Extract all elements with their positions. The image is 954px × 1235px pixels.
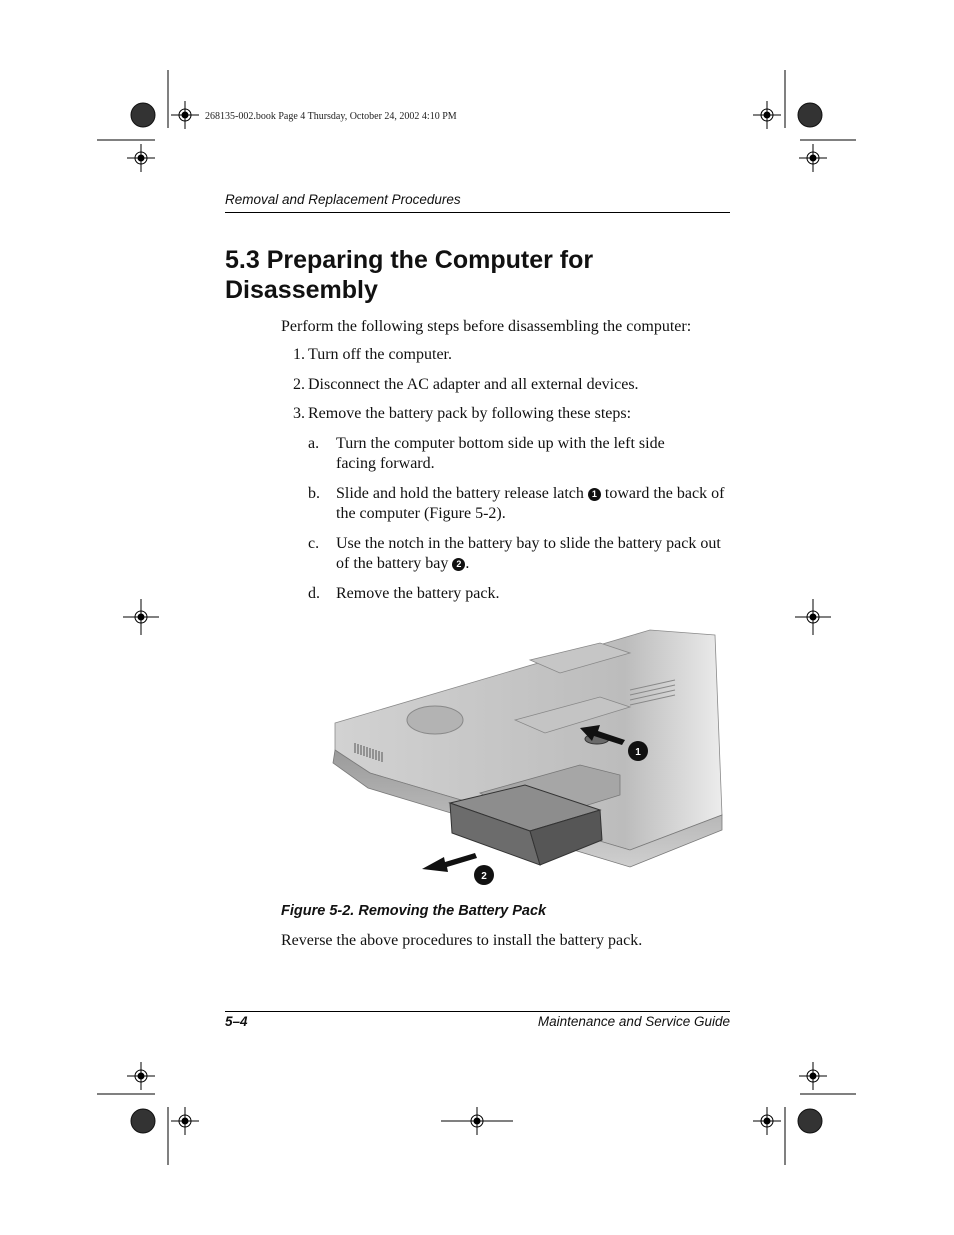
callout-1: 1 xyxy=(588,488,601,501)
substep-text: Slide and hold the battery release latch 1 toward the back of the computer (Figure 5-2). xyxy=(336,485,725,522)
intro-paragraph: Perform the following steps before disassembling the computer: xyxy=(281,318,692,335)
substep-text: Remove the battery pack. xyxy=(336,585,500,602)
substep-letter: b. xyxy=(308,485,320,502)
step-text: Turn off the computer. xyxy=(308,346,452,363)
print-slug: 268135-002.book Page 4 Thursday, October 24, 2002 4:10 PM xyxy=(205,111,457,122)
step-number: 2. xyxy=(293,376,305,393)
step-text: Remove the battery pack by following these steps: xyxy=(308,405,632,422)
substep-text: Turn the computer bottom side up with the left side facing forward. xyxy=(336,435,665,472)
figure-callout-2: 2 xyxy=(481,871,487,882)
step-text: Disconnect the AC adapter and all external devices. xyxy=(308,376,639,393)
step-number: 1. xyxy=(293,346,305,363)
substep-text: Use the notch in the battery bay to slide the battery pack out of the battery bay 2 . xyxy=(336,535,721,572)
star-targets xyxy=(131,103,822,1133)
callout-2: 2 xyxy=(452,558,465,571)
running-header: Removal and Replacement Procedures xyxy=(225,192,461,207)
figure-callout-1: 1 xyxy=(635,747,641,758)
footer-book-title: Maintenance and Service Guide xyxy=(537,1014,730,1029)
closing-paragraph: Reverse the above procedures to install the battery pack. xyxy=(281,932,643,949)
page-number: 5–4 xyxy=(225,1014,248,1029)
figure-caption: Figure 5-2. Removing the Battery Pack xyxy=(281,903,547,919)
substep-letter: a. xyxy=(308,435,320,452)
registration-targets xyxy=(123,101,831,1135)
substep-letter: d. xyxy=(308,585,320,602)
section-title: 5.3 Preparing the Computer for Disassembly xyxy=(225,246,594,304)
substep-letter: c. xyxy=(308,535,320,552)
step-number: 3. xyxy=(293,405,305,422)
